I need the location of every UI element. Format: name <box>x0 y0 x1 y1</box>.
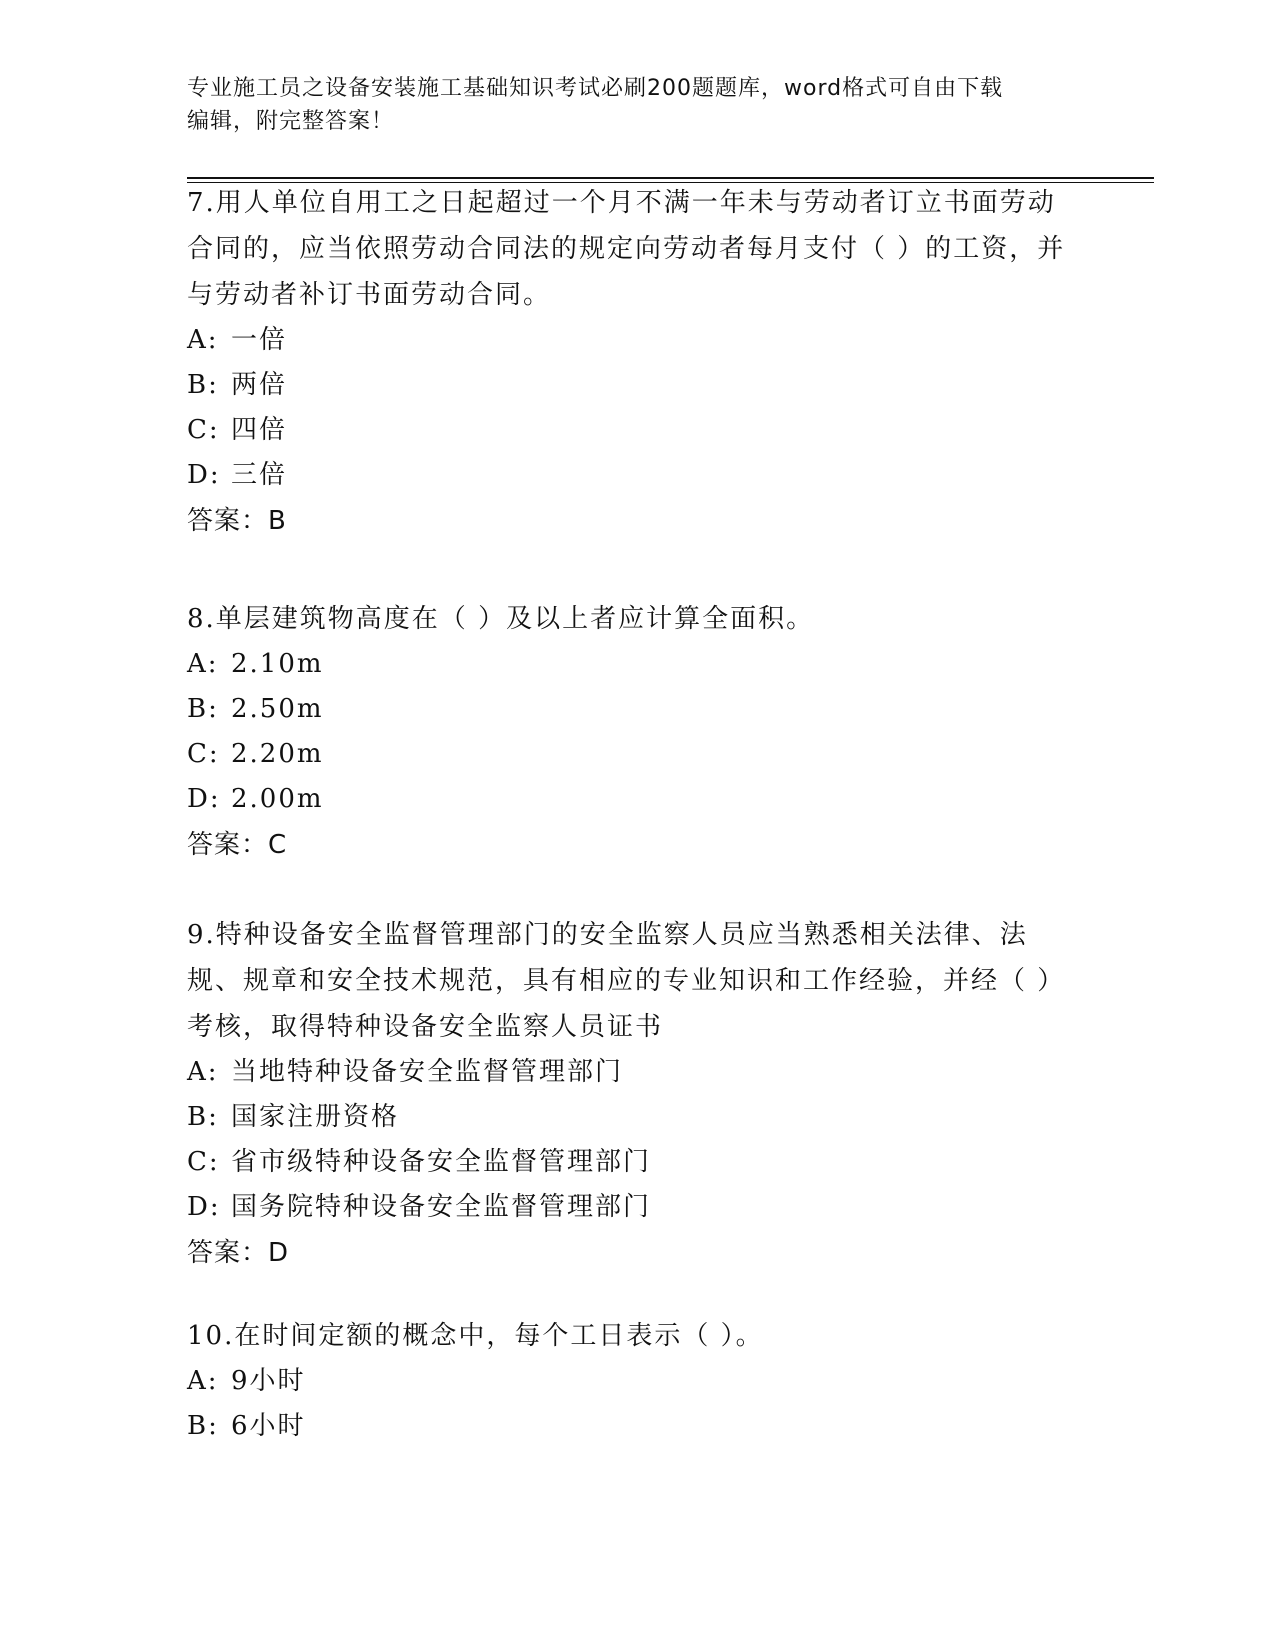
option-value: 2.50m <box>231 694 324 724</box>
header-divider-thick <box>187 177 1154 179</box>
option-key: D: <box>187 1192 221 1222</box>
document-header <box>187 72 1087 138</box>
option-a <box>187 1050 1067 1095</box>
option-d <box>187 453 1067 498</box>
option-value: 6小时 <box>231 1411 306 1441</box>
question-text: 8.单层建筑物高度在（ ）及以上者应计算全面积。 <box>187 604 815 634</box>
option-key: A: <box>187 1366 219 1396</box>
option-b <box>187 687 1067 732</box>
option-key: D: <box>187 784 221 814</box>
option-key: B: <box>187 1411 219 1441</box>
option-value: 2.20m <box>231 739 324 769</box>
option-value: 9小时 <box>231 1366 306 1396</box>
question-8 <box>187 596 1067 868</box>
option-value: 两倍 <box>231 370 288 400</box>
option-value: 国家注册资格 <box>231 1102 400 1132</box>
option-c <box>187 732 1067 777</box>
option-key: C: <box>187 1147 220 1177</box>
option-value: 一倍 <box>231 325 288 355</box>
option-key: B: <box>187 370 219 400</box>
option-value: 国务院特种设备安全监督管理部门 <box>231 1192 652 1222</box>
option-key: A: <box>187 1057 219 1087</box>
question-text: 7.用人单位自用工之日起超过一个月不满一年未与劳动者订立书面劳动合同的，应当依照劳动合同法的规定向劳动者每月支付（ ）的工资，并与劳动者补订书面劳动合同。 <box>187 188 1066 310</box>
option-key: B: <box>187 1102 219 1132</box>
option-key: A: <box>187 325 219 355</box>
answer-line: 答案：D <box>187 1238 290 1268</box>
option-b <box>187 1404 1067 1449</box>
question-text: 9.特种设备安全监督管理部门的安全监察人员应当熟悉相关法律、法规、规章和安全技术规范，具有相应的专业知识和工作经验，并经（ ）考核，取得特种设备安全监察人员证书 <box>187 920 1066 1042</box>
option-d <box>187 777 1067 822</box>
option-b <box>187 1095 1067 1140</box>
question-7 <box>187 180 1067 544</box>
option-value: 2.10m <box>231 649 324 679</box>
answer-line: 答案：C <box>187 830 288 860</box>
option-c <box>187 408 1067 453</box>
option-value: 省市级特种设备安全监督管理部门 <box>231 1147 652 1177</box>
option-key: C: <box>187 415 220 445</box>
header-title-line2: 编辑，附完整答案！ <box>187 109 395 134</box>
option-c <box>187 1140 1067 1185</box>
option-key: C: <box>187 739 220 769</box>
option-value: 四倍 <box>231 415 288 445</box>
question-10 <box>187 1313 1067 1449</box>
option-value: 三倍 <box>231 460 288 490</box>
answer-line: 答案：B <box>187 506 287 536</box>
option-b <box>187 363 1067 408</box>
option-d <box>187 1185 1067 1230</box>
option-value: 当地特种设备安全监督管理部门 <box>231 1057 624 1087</box>
option-key: D: <box>187 460 221 490</box>
option-a <box>187 318 1067 363</box>
question-9 <box>187 912 1067 1276</box>
option-key: B: <box>187 694 219 724</box>
option-a <box>187 1359 1067 1404</box>
option-a <box>187 642 1067 687</box>
header-title-line1: 专业施工员之设备安装施工基础知识考试必刷200题题库，word格式可自由下载 <box>187 76 1004 101</box>
option-value: 2.00m <box>231 784 324 814</box>
question-text: 10.在时间定额的概念中，每个工日表示（ ）。 <box>187 1321 764 1351</box>
option-key: A: <box>187 649 219 679</box>
